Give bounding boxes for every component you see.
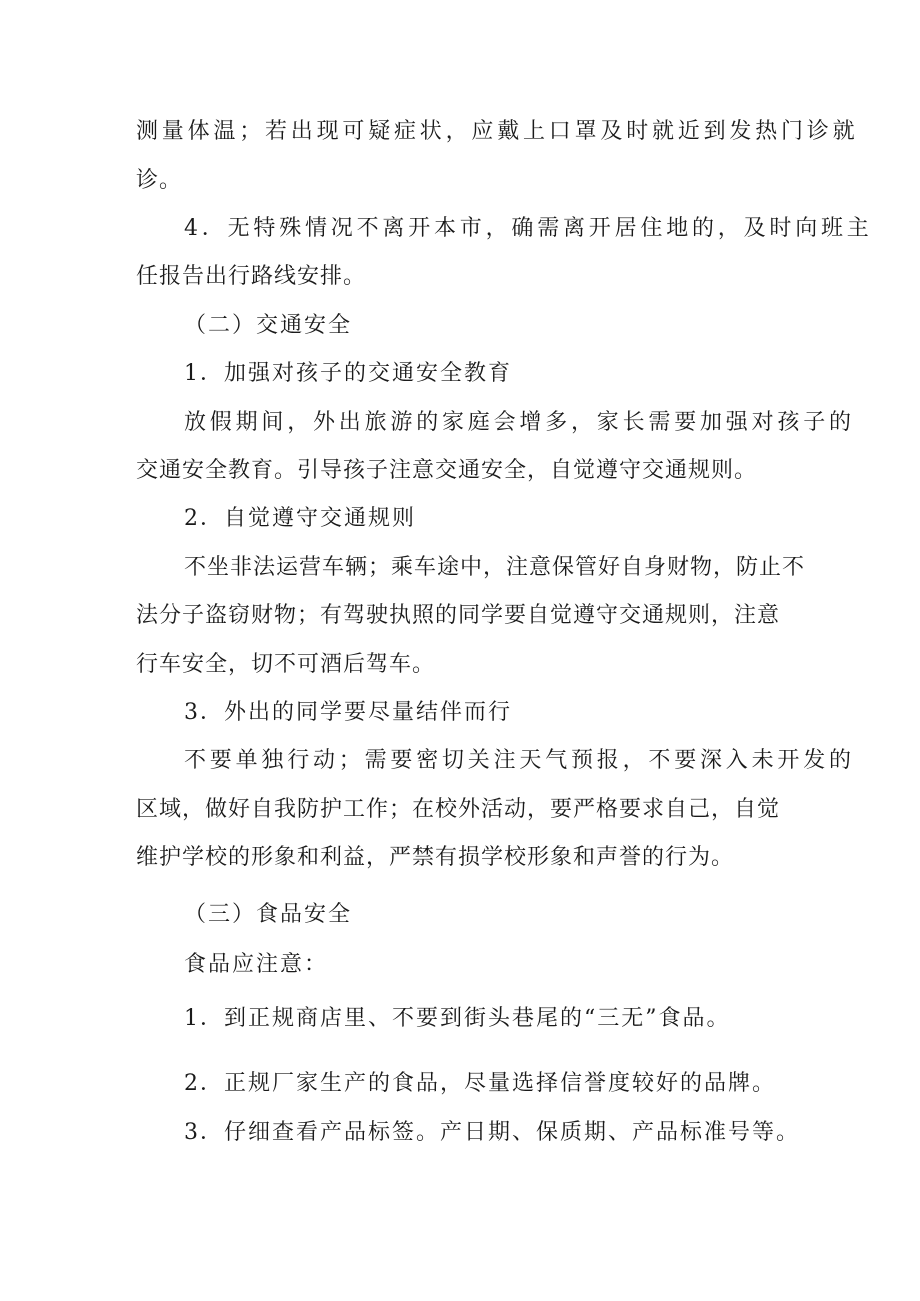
paragraph-line: 维护学校的形象和利益，严禁有损学校形象和声誉的行为。	[136, 845, 735, 870]
paragraph-line: 任报告出行路线安排。	[136, 264, 367, 289]
subheading-2: 2．自觉遵守交通规则	[184, 506, 416, 531]
list-item-3: 3．仔细查看产品标签。产日期、保质期、产品标准号等。	[184, 1120, 800, 1145]
paragraph-line: 放假期间，外出旅游的家庭会增多，家长需要加强对孩子的	[184, 410, 855, 435]
paragraph-line: 不要单独行动；需要密切关注天气预报，不要深入未开发的	[184, 748, 855, 773]
paragraph-line: 行车安全，切不可酒后驾车。	[136, 652, 436, 677]
section-heading-food-safety: （三）食品安全	[184, 902, 353, 927]
paragraph-line: 测量体温；若出现可疑症状，应戴上口罩及时就近到发热门诊就	[136, 119, 859, 144]
subheading-3: 3．外出的同学要尽量结伴而行	[184, 700, 512, 725]
paragraph-line: 区域，做好自我防护工作；在校外活动，要严格要求自己，自觉	[136, 797, 781, 822]
paragraph-line: 诊。	[136, 168, 183, 193]
list-item-4: 4．无特殊情况不离开本市，确需离开居住地的，及时向班主	[184, 216, 873, 241]
section-heading-traffic-safety: （二）交通安全	[184, 313, 353, 338]
paragraph-line: 交通安全教育。引导孩子注意交通安全，自觉遵守交通规则。	[136, 458, 758, 483]
paragraph-line: 法分子盗窃财物；有驾驶执照的同学要自觉遵守交通规则，注意	[136, 603, 781, 628]
list-item-1: 1．到正规商店里、不要到街头巷尾的“三无”食品。	[184, 1006, 731, 1031]
subheading-1: 1．加强对孩子的交通安全教育	[184, 361, 512, 386]
paragraph-line: 不坐非法运营车辆；乘车途中，注意保管好自身财物，防止不	[184, 555, 806, 580]
paragraph-line: 食品应注意：	[184, 952, 329, 977]
list-item-2: 2．正规厂家生产的食品，尽量选择信誉度较好的品牌。	[184, 1071, 776, 1096]
